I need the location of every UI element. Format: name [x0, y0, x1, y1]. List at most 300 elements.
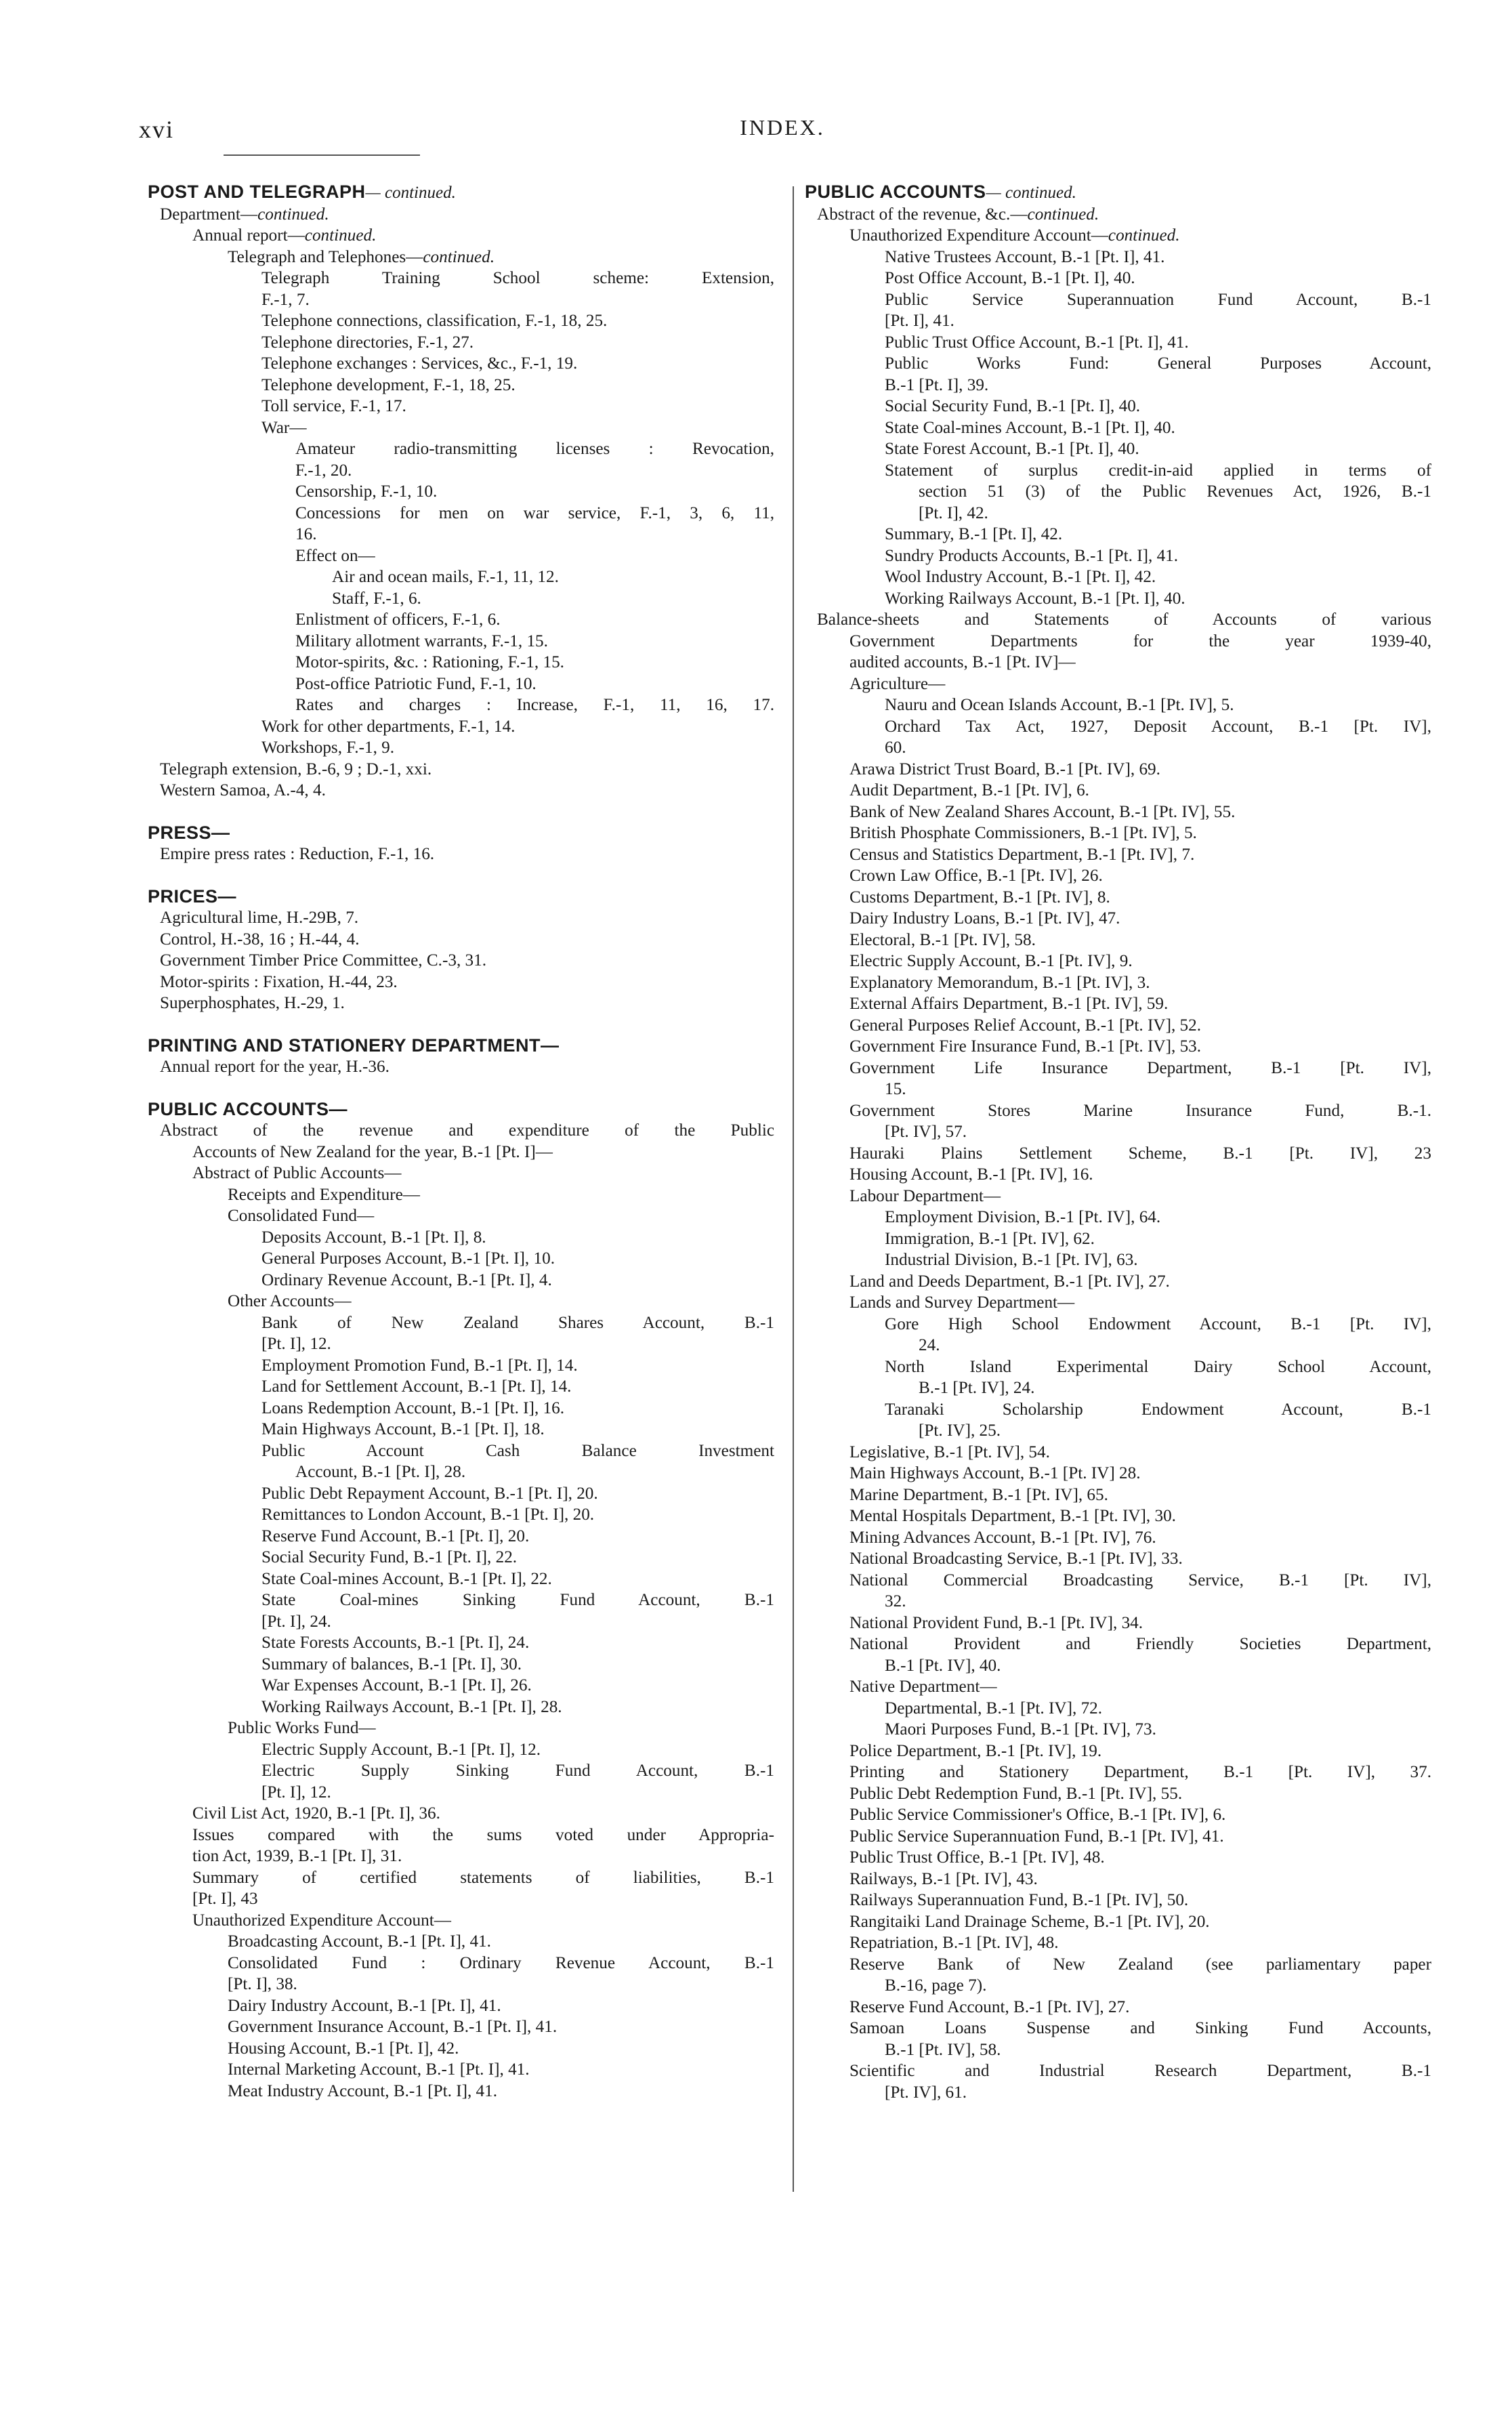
index-entry	[148, 1483, 774, 1505]
entry-text: Other Accounts—	[228, 1292, 352, 1310]
index-entry	[148, 204, 774, 226]
entry-text: Government Life Insurance Department, B.-1 [Pt. IV],	[849, 1058, 1431, 1077]
entry-text: 16.	[295, 525, 317, 543]
index-entry	[805, 823, 1431, 844]
entry-text: Bank of New Zealand Shares Account, B.-1	[261, 1313, 774, 1332]
index-entry	[148, 1142, 774, 1163]
entry-text: Staff, F.-1, 6.	[332, 589, 421, 608]
index-entry	[805, 759, 1431, 781]
index-entry	[148, 1440, 774, 1462]
entry-text: Telephone exchanges : Services, &c., F.-1, 19.	[261, 354, 578, 373]
index-entry	[148, 950, 774, 972]
index-entry	[148, 1995, 774, 2017]
entry-text: Customs Department, B.-1 [Pt. IV], 8.	[849, 888, 1110, 907]
entry-text: [Pt. IV], 25.	[919, 1421, 1001, 1440]
entry-text: Balance-sheets and Statements of Accounts of various	[817, 610, 1431, 629]
entry-text: Native Trustees Account, B.-1 [Pt. I], 41.	[885, 247, 1165, 266]
entry-text: General Purposes Account, B.-1 [Pt. I], 10.	[261, 1249, 555, 1268]
index-entry	[805, 737, 1431, 759]
index-entry	[805, 1442, 1431, 1463]
index-entry	[805, 1463, 1431, 1484]
continued-label: continued.	[257, 205, 329, 224]
index-heading	[148, 886, 774, 908]
index-entry	[148, 1312, 774, 1334]
entry-text: PRICES—	[148, 886, 237, 907]
entry-text: War Expenses Account, B.-1 [Pt. I], 26.	[261, 1676, 532, 1694]
entry-text: Marine Department, B.-1 [Pt. IV], 65.	[849, 1485, 1108, 1504]
index-entry	[148, 1333, 774, 1355]
entry-text: Legislative, B.-1 [Pt. IV], 54.	[849, 1442, 1050, 1461]
index-heading	[148, 823, 774, 844]
entry-text: Electric Supply Sinking Fund Account, B.-1	[261, 1762, 774, 1780]
entry-text: Department—	[160, 205, 258, 224]
index-entry	[148, 353, 774, 375]
index-heading	[148, 182, 774, 204]
index-entry	[148, 2081, 774, 2102]
index-entry	[805, 1249, 1431, 1271]
entry-text: Land for Settlement Account, B.-1 [Pt. I], 14.	[261, 1377, 572, 1396]
entry-text: Effect on—	[295, 546, 375, 565]
entry-text: Maori Purposes Fund, B.-1 [Pt. IV], 73.	[885, 1720, 1156, 1739]
index-entry	[148, 1184, 774, 1206]
entry-text: Public Trust Office Account, B.-1 [Pt. I], 41.	[885, 333, 1189, 352]
index-entry	[148, 1654, 774, 1676]
index-entry	[148, 1568, 774, 1590]
entry-text: Deposits Account, B.-1 [Pt. I], 8.	[261, 1228, 486, 1247]
index-entry	[805, 353, 1431, 375]
entry-text: Ordinary Revenue Account, B.-1 [Pt. I], 4.	[261, 1270, 552, 1289]
index-entry	[805, 1719, 1431, 1741]
index-entry	[148, 481, 774, 503]
index-entry	[148, 716, 774, 738]
left-column	[148, 182, 774, 2102]
entry-text: [Pt. IV], 57.	[885, 1123, 967, 1141]
index-entry	[148, 375, 774, 396]
entry-text: State Coal-mines Account, B.-1 [Pt. I], 22.	[261, 1569, 552, 1588]
index-entry	[805, 310, 1431, 332]
entry-text: Telegraph Training School scheme: Extension,	[261, 269, 774, 287]
index-entry	[148, 1291, 774, 1312]
entry-text: Telephone connections, classification, F.-1, 18, 25.	[261, 312, 608, 330]
index-heading	[148, 1099, 774, 1121]
right-column	[805, 182, 1431, 2103]
index-entry	[805, 566, 1431, 588]
index-entry	[805, 1186, 1431, 1207]
entry-text: Civil List Act, 1920, B.-1 [Pt. I], 36.	[192, 1804, 440, 1823]
index-entry	[148, 1739, 774, 1761]
entry-text: Abstract of the revenue and expenditure of the Public	[160, 1121, 774, 1140]
entry-text: Enlistment of officers, F.-1, 6.	[295, 610, 501, 629]
index-entry	[148, 694, 774, 716]
entry-text: Reserve Fund Account, B.-1 [Pt. IV], 27.	[849, 1997, 1130, 2016]
entry-text: PUBLIC ACCOUNTS—	[148, 1098, 348, 1119]
entry-text: Air and ocean mails, F.-1, 11, 12.	[332, 568, 559, 586]
index-entry	[805, 1591, 1431, 1613]
entry-text: Public Debt Redemption Fund, B.-1 [Pt. IV], 55.	[849, 1784, 1183, 1803]
index-entry	[805, 1783, 1431, 1805]
entry-text: General Purposes Relief Account, B.-1 [Pt. IV], 52.	[849, 1016, 1202, 1035]
spacer	[148, 865, 774, 886]
entry-text: Public Works Fund: General Purposes Account,	[885, 354, 1431, 373]
entry-text: Land and Deeds Department, B.-1 [Pt. IV], 27.	[849, 1272, 1170, 1291]
entry-text: Telephone development, F.-1, 18, 25.	[261, 375, 516, 394]
index-entry	[148, 759, 774, 781]
index-entry	[805, 652, 1431, 673]
entry-text: Electric Supply Account, B.-1 [Pt. I], 12.	[261, 1740, 541, 1759]
entry-text: Unauthorized Expenditure Account—	[849, 226, 1108, 245]
entry-text: Sundry Products Accounts, B.-1 [Pt. I], 41.	[885, 546, 1179, 565]
index-heading	[805, 182, 1431, 204]
entry-text: Public Works Fund—	[228, 1719, 376, 1737]
entry-text: War—	[261, 418, 307, 437]
index-entry	[805, 460, 1431, 482]
index-entry	[805, 417, 1431, 439]
entry-text: B.-1 [Pt. IV], 40.	[885, 1656, 1001, 1675]
entry-text: Agriculture—	[849, 674, 946, 693]
page-title: INDEX.	[740, 115, 825, 140]
index-entry	[805, 1890, 1431, 1911]
index-entry	[805, 1826, 1431, 1848]
index-entry	[148, 737, 774, 759]
entry-text: Toll service, F.-1, 17.	[261, 397, 406, 415]
index-entry	[805, 1762, 1431, 1783]
index-entry	[148, 609, 774, 631]
entry-text: Repatriation, B.-1 [Pt. IV], 48.	[849, 1934, 1059, 1952]
index-entry	[805, 1804, 1431, 1826]
index-entry	[148, 1398, 774, 1419]
index-entry	[805, 289, 1431, 311]
entry-text: Audit Department, B.-1 [Pt. IV], 6.	[849, 781, 1089, 799]
entry-text: Explanatory Memorandum, B.-1 [Pt. IV], 3.	[849, 973, 1150, 992]
entry-text: PUBLIC ACCOUNTS	[805, 182, 986, 202]
entry-text: Working Railways Account, B.-1 [Pt. I], 28.	[261, 1697, 562, 1716]
index-entry	[805, 802, 1431, 823]
index-entry	[805, 1399, 1431, 1421]
entry-text: Main Highways Account, B.-1 [Pt. I], 18.	[261, 1420, 545, 1438]
entry-text: Scientific and Industrial Research Department, B.-1	[849, 2062, 1431, 2080]
continued-label: continued.	[304, 226, 377, 245]
entry-text: Electoral, B.-1 [Pt. IV], 58.	[849, 930, 1036, 949]
entry-text: Western Samoa, A.-4, 4.	[160, 781, 326, 799]
entry-text: Dairy Industry Loans, B.-1 [Pt. IV], 47.	[849, 909, 1120, 928]
index-entry	[148, 1163, 774, 1184]
index-entry	[148, 1547, 774, 1568]
index-entry	[805, 2060, 1431, 2082]
index-entry	[148, 907, 774, 929]
entry-text: Mental Hospitals Department, B.-1 [Pt. IV], 30.	[849, 1507, 1176, 1525]
entry-text: Empire press rates : Reduction, F.-1, 16.	[160, 845, 435, 863]
entry-text: F.-1, 20.	[295, 461, 352, 480]
entry-text: 24.	[919, 1336, 940, 1354]
index-entry	[805, 1100, 1431, 1122]
index-entry	[148, 1910, 774, 1932]
continued-label: continued.	[1108, 226, 1180, 245]
index-entry	[148, 588, 774, 610]
index-entry	[148, 844, 774, 865]
index-entry	[805, 1698, 1431, 1720]
entry-text: Loans Redemption Account, B.-1 [Pt. I], 16.	[261, 1398, 565, 1417]
entry-text: State Coal-mines Sinking Fund Account, B.-1	[261, 1591, 774, 1609]
entry-text: Employment Promotion Fund, B.-1 [Pt. I], 14.	[261, 1356, 578, 1375]
entry-text: 60.	[885, 739, 906, 757]
entry-text: Amateur radio-transmitting licenses : Revocation,	[295, 440, 774, 458]
index-entry	[805, 1932, 1431, 1954]
index-entry	[148, 1675, 774, 1697]
index-entry	[805, 972, 1431, 994]
entry-text: Unauthorized Expenditure Account—	[192, 1911, 451, 1930]
entry-text: Motor-spirits : Fixation, H.-44, 23.	[160, 972, 398, 991]
index-entry	[805, 1356, 1431, 1378]
index-entry	[148, 2059, 774, 2081]
index-entry	[805, 438, 1431, 460]
entry-text: Government Timber Price Committee, C.-3, 31.	[160, 951, 487, 970]
entry-text: Taranaki Scholarship Endowment Account, B.-1	[885, 1400, 1431, 1419]
entry-text: Annual report—	[192, 226, 305, 245]
entry-text: Lands and Survey Department—	[849, 1293, 1075, 1312]
index-entry	[148, 289, 774, 311]
entry-text: Electric Supply Account, B.-1 [Pt. IV], 9.	[849, 952, 1133, 970]
index-entry	[148, 524, 774, 545]
index-entry	[805, 2018, 1431, 2039]
index-entry	[148, 1248, 774, 1270]
index-entry	[148, 1931, 774, 1953]
entry-text: Public Service Superannuation Fund, B.-1 [Pt. IV], 41.	[849, 1827, 1224, 1846]
entry-text: [Pt. I], 41.	[885, 312, 954, 330]
entry-text: [Pt. IV], 61.	[885, 2083, 967, 2102]
index-entry	[148, 417, 774, 439]
entry-text: Working Railways Account, B.-1 [Pt. I], 40.	[885, 589, 1185, 608]
index-entry	[148, 2038, 774, 2060]
index-entry	[805, 844, 1431, 866]
index-entry	[805, 588, 1431, 610]
index-entry	[805, 865, 1431, 887]
index-entry	[148, 1270, 774, 1291]
entry-text: audited accounts, B.-1 [Pt. IV]—	[849, 653, 1076, 671]
index-entry	[805, 1484, 1431, 1506]
entry-text: Railways Superannuation Fund, B.-1 [Pt. IV], 50.	[849, 1891, 1189, 1909]
entry-text: National Provident Fund, B.-1 [Pt. IV], 34.	[849, 1613, 1143, 1632]
entry-text: Telegraph and Telephones—	[228, 247, 423, 266]
index-entry	[148, 1611, 774, 1633]
entry-text: State Forest Account, B.-1 [Pt. I], 40.	[885, 440, 1139, 458]
entry-text: National Broadcasting Service, B.-1 [Pt. IV], 33.	[849, 1550, 1183, 1568]
entry-text: Reserve Fund Account, B.-1 [Pt. I], 20.	[261, 1526, 530, 1545]
entry-text: Summary, B.-1 [Pt. I], 42.	[885, 525, 1063, 543]
index-entry	[148, 1589, 774, 1611]
column-divider	[793, 186, 794, 2192]
index-entry	[805, 1741, 1431, 1762]
entry-text: Annual report for the year, H.-36.	[160, 1058, 390, 1076]
index-entry	[805, 1847, 1431, 1869]
spacer	[148, 802, 774, 823]
index-entry	[148, 1376, 774, 1398]
entry-text: Hauraki Plains Settlement Scheme, B.-1 [Pt. IV], 23	[849, 1144, 1431, 1163]
index-entry	[805, 1377, 1431, 1399]
entry-text: F.-1, 7.	[261, 290, 310, 309]
index-entry	[148, 396, 774, 417]
index-entry	[805, 1570, 1431, 1592]
entry-text: [Pt. I], 43	[192, 1890, 258, 1908]
entry-text: [Pt. I], 12.	[261, 1335, 331, 1353]
index-entry	[805, 1634, 1431, 1655]
entry-text: Arawa District Trust Board, B.-1 [Pt. IV], 69.	[849, 760, 1160, 778]
entry-text: North Island Experimental Dairy School Account,	[885, 1357, 1431, 1376]
index-entry	[805, 204, 1431, 226]
index-entry	[148, 1227, 774, 1249]
index-entry	[148, 631, 774, 652]
index-entry	[148, 1419, 774, 1440]
index-entry	[148, 1632, 774, 1654]
index-entry	[805, 780, 1431, 802]
entry-text: State Coal-mines Account, B.-1 [Pt. I], 40.	[885, 418, 1175, 437]
entry-text: Statement of surplus credit-in-aid applied in terms of	[885, 461, 1431, 480]
entry-text: B.-1 [Pt. I], 39.	[885, 375, 989, 394]
index-entry	[805, 2082, 1431, 2104]
entry-text: British Phosphate Commissioners, B.-1 [Pt. IV], 5.	[849, 824, 1197, 842]
entry-text: Workshops, F.-1, 9.	[261, 739, 395, 757]
entry-text: 15.	[885, 1080, 906, 1098]
index-entry	[805, 503, 1431, 524]
entry-text: Post Office Account, B.-1 [Pt. I], 40.	[885, 269, 1135, 287]
index-entry	[805, 1911, 1431, 1933]
index-entry	[148, 1974, 774, 1995]
index-entry	[805, 1036, 1431, 1058]
index-entry	[805, 1015, 1431, 1037]
index-entry	[148, 1461, 774, 1483]
entry-text: Census and Statistics Department, B.-1 [Pt. IV], 7.	[849, 845, 1195, 864]
index-entry	[148, 438, 774, 460]
index-entry	[148, 1355, 774, 1377]
entry-text: Departmental, B.-1 [Pt. IV], 72.	[885, 1699, 1103, 1718]
index-entry	[805, 716, 1431, 738]
entry-text: Account, B.-1 [Pt. I], 28.	[295, 1463, 466, 1481]
entry-text: Public Account Cash Balance Investment	[261, 1441, 774, 1460]
entry-text: Samoan Loans Suspense and Sinking Fund Accounts,	[849, 2019, 1431, 2037]
entry-text: B.-16, page 7).	[885, 1976, 987, 1995]
index-entry	[805, 887, 1431, 909]
continued-label: continued.	[423, 247, 495, 266]
index-entry	[805, 481, 1431, 503]
entry-text: Rates and charges : Increase, F.-1, 11, 16, 17.	[295, 696, 774, 714]
index-entry	[805, 1420, 1431, 1442]
entry-text: Meat Industry Account, B.-1 [Pt. I], 41.	[228, 2081, 498, 2100]
index-entry	[805, 1292, 1431, 1314]
entry-text: Accounts of New Zealand for the year, B.-1 [Pt. I]—	[192, 1142, 553, 1161]
entry-text: [Pt. I], 42.	[919, 503, 988, 522]
entry-text: Military allotment warrants, F.-1, 15.	[295, 631, 548, 650]
entry-text: Wool Industry Account, B.-1 [Pt. I], 42.	[885, 568, 1156, 586]
entry-text: Concessions for men on war service, F.-1, 3, 6, 11,	[295, 503, 774, 522]
continued-label: continued.	[1027, 205, 1099, 224]
index-heading	[148, 1035, 774, 1057]
index-entry	[148, 1526, 774, 1547]
index-entry	[805, 673, 1431, 695]
index-entry	[148, 225, 774, 247]
index-entry	[805, 1164, 1431, 1186]
entry-text: tion Act, 1939, B.-1 [Pt. I], 31.	[192, 1847, 402, 1865]
index-entry	[805, 247, 1431, 268]
entry-text: Work for other departments, F.-1, 14.	[261, 717, 516, 736]
entry-text: Superphosphates, H.-29, 1.	[160, 994, 345, 1012]
entry-text: B.-1 [Pt. IV], 58.	[885, 2040, 1001, 2059]
entry-text: Crown Law Office, B.-1 [Pt. IV], 26.	[849, 867, 1103, 885]
entry-text: Native Department—	[849, 1678, 997, 1696]
entry-text: Mining Advances Account, B.-1 [Pt. IV], 76.	[849, 1528, 1156, 1547]
entry-text: Main Highways Account, B.-1 [Pt. IV] 28.	[849, 1464, 1141, 1482]
index-entry	[805, 1079, 1431, 1100]
index-entry	[805, 1207, 1431, 1228]
entry-text: [Pt. I], 38.	[228, 1975, 297, 1993]
index-entry	[805, 1143, 1431, 1165]
index-entry	[805, 1527, 1431, 1549]
index-entry	[805, 225, 1431, 247]
entry-text: Printing and Stationery Department, B.-1 [Pt. IV], 37.	[849, 1763, 1431, 1781]
index-entry	[805, 1869, 1431, 1890]
index-entry	[148, 1504, 774, 1526]
entry-text: Government Insurance Account, B.-1 [Pt. I], 41.	[228, 2018, 558, 2036]
index-entry	[805, 1975, 1431, 1997]
index-entry	[148, 503, 774, 524]
index-entry	[805, 2039, 1431, 2061]
entry-text: State Forests Accounts, B.-1 [Pt. I], 24.	[261, 1634, 530, 1652]
entry-text: National Commercial Broadcasting Service, B.-1 [Pt. IV],	[849, 1571, 1431, 1589]
index-entry	[148, 780, 774, 802]
entry-text: Gore High School Endowment Account, B.-1 [Pt. IV],	[885, 1314, 1431, 1333]
spacer	[148, 1014, 774, 1035]
index-entry	[805, 332, 1431, 354]
index-entry	[148, 993, 774, 1014]
index-entry	[148, 1760, 774, 1782]
index-entry	[805, 930, 1431, 951]
index-entry	[805, 1655, 1431, 1677]
index-entry	[805, 524, 1431, 545]
index-entry	[148, 1953, 774, 1974]
index-entry	[148, 1825, 774, 1846]
entry-text: Nauru and Ocean Islands Account, B.-1 [Pt. IV], 5.	[885, 696, 1234, 714]
entry-text: Immigration, B.-1 [Pt. IV], 62.	[885, 1229, 1095, 1248]
continued-label: — continued.	[986, 184, 1076, 202]
index-entry	[805, 396, 1431, 417]
index-entry	[148, 1782, 774, 1804]
entry-text: Social Security Fund, B.-1 [Pt. I], 22.	[261, 1548, 518, 1566]
index-entry	[805, 1676, 1431, 1698]
index-entry	[805, 1121, 1431, 1143]
index-entry	[805, 1335, 1431, 1356]
entry-text: Public Service Superannuation Fund Account, B.-1	[885, 290, 1431, 309]
page-header	[139, 115, 1426, 156]
entry-text: Abstract of the revenue, &c.—	[817, 205, 1028, 224]
index-entry	[148, 460, 774, 482]
entry-text: Railways, B.-1 [Pt. IV], 43.	[849, 1869, 1038, 1888]
entry-text: Dairy Industry Account, B.-1 [Pt. I], 41.	[228, 1996, 501, 2015]
index-entry	[805, 1314, 1431, 1335]
entry-text: Housing Account, B.-1 [Pt. IV], 16.	[849, 1165, 1093, 1184]
index-entry	[148, 1120, 774, 1142]
continued-label: — continued.	[365, 184, 456, 202]
spacer	[148, 1078, 774, 1099]
index-entry	[148, 1867, 774, 1889]
entry-text: [Pt. I], 12.	[261, 1783, 331, 1802]
entry-text: Remittances to London Account, B.-1 [Pt. I], 20.	[261, 1505, 595, 1524]
entry-text: Public Trust Office, B.-1 [Pt. IV], 48.	[849, 1848, 1105, 1867]
index-entry	[148, 1056, 774, 1078]
index-entry	[805, 1505, 1431, 1527]
entry-text: External Affairs Department, B.-1 [Pt. IV], 59.	[849, 995, 1169, 1013]
index-entry	[805, 268, 1431, 289]
entry-text: Receipts and Expenditure—	[228, 1185, 420, 1204]
index-entry	[805, 951, 1431, 972]
index-entry	[805, 545, 1431, 567]
